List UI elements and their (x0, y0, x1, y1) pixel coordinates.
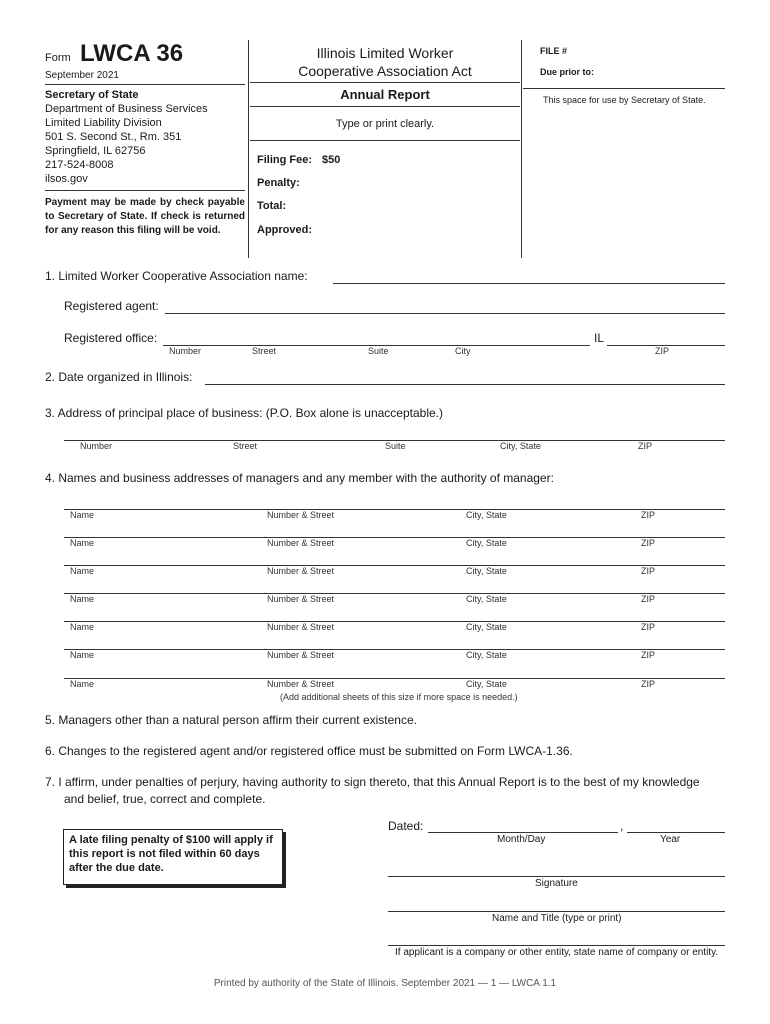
col-label: City, State (466, 679, 507, 689)
month-day-field[interactable] (428, 832, 618, 833)
q1-name-label: 1. Limited Worker Cooperative Association name: (45, 269, 308, 283)
year-field[interactable] (627, 832, 725, 833)
col-label: ZIP (641, 594, 656, 604)
col-label: Number & Street (267, 510, 335, 520)
col-label: Number & Street (267, 594, 335, 604)
office-line: Springfield, IL 62756 (45, 145, 146, 157)
table-row (0, 509, 770, 548)
q7-line2: and belief, true, correct and complete. (64, 792, 266, 806)
office-title: Secretary of State (45, 89, 139, 101)
col-label: ZIP (641, 510, 656, 520)
office-line: Limited Liability Division (45, 117, 162, 129)
col-label: Number & Street (267, 538, 335, 548)
sos-use-note: This space for use by Secretary of State. (543, 95, 706, 105)
sub-label: City (455, 346, 471, 356)
filing-fee-value: $50 (322, 154, 341, 166)
form-word: Form (45, 52, 71, 64)
act-title (250, 44, 520, 80)
late-penalty-notice: A late filing penalty of $100 will apply if this report is not filed within 60 days after the due date. (63, 829, 283, 885)
col-label: Name (70, 679, 95, 689)
state-il: IL (594, 331, 605, 345)
col-label: Name (70, 622, 95, 632)
q4-label: 4. Names and business addresses of managers and any member with the authority of manager: (45, 471, 554, 485)
dated-label: Dated: (388, 819, 424, 833)
company-note: If applicant is a company or other entity, state name of company or entity. (395, 947, 719, 958)
table-row (0, 593, 770, 632)
divider (45, 190, 245, 191)
office-line: ilsos.gov (45, 173, 88, 185)
date-organized-field[interactable] (205, 384, 725, 385)
sub-label: Suite (368, 346, 389, 356)
col-label: Number & Street (267, 650, 335, 660)
q6-label: 6. Changes to the registered agent and/or registered office must be submitted on Form LWCA-1.36. (45, 744, 573, 758)
form-code: LWCA 36 (80, 40, 184, 67)
col-label: City, State (466, 566, 507, 576)
col-label: City, State (466, 538, 507, 548)
month-day-label: Month/Day (497, 834, 546, 845)
penalty-label: Penalty: (257, 177, 300, 189)
col-label: Name (70, 566, 95, 576)
registered-agent-field[interactable] (165, 313, 725, 314)
sub-label: Street (252, 346, 277, 356)
divider (523, 88, 725, 89)
table-row (0, 621, 770, 660)
filing-fee-label: Filing Fee: (257, 154, 312, 166)
col-label: ZIP (641, 650, 656, 660)
table-row (0, 650, 770, 689)
payment-note: Payment may be made by check payable to Secretary of State. If check is returned for any reason this filing will be void. (45, 197, 245, 236)
sub-label: Number (169, 346, 202, 356)
col-label: City, State (466, 510, 507, 520)
date-comma: , (620, 819, 624, 833)
signature-field[interactable] (388, 876, 725, 877)
col-label: ZIP (641, 679, 656, 689)
name-title-label: Name and Title (type or print) (492, 913, 622, 924)
footer: Printed by authority of the State of Illinois. September 2021 — 1 — LWCA 1.1 (213, 978, 557, 989)
total-label: Total: (257, 200, 287, 212)
due-date-label: Due prior to: (540, 67, 594, 77)
col-label: City, State (466, 650, 507, 660)
signature-label: Signature (535, 878, 578, 889)
sub-label: City, State (500, 441, 541, 451)
col-label: Name (70, 538, 95, 548)
col-label: ZIP (641, 538, 656, 548)
q7-line1: 7. I affirm, under penalties of perjury, having authority to sign thereto, that this Annual Report is to the best of my knowledge (45, 775, 700, 789)
q2-label: 2. Date organized in Illinois: (45, 370, 193, 384)
office-line: 501 S. Second St., Rm. 351 (45, 131, 182, 143)
column-divider (248, 40, 249, 258)
col-label: City, State (466, 594, 507, 604)
registered-office-label: Registered office: (64, 331, 158, 345)
col-label: Name (70, 510, 95, 520)
act-title-line: Illinois Limited Worker (316, 45, 454, 61)
q3-label: 3. Address of principal place of business: (P.O. Box alone is unacceptable.) (45, 406, 444, 420)
office-address (45, 102, 208, 186)
office-line: Department of Business Services (45, 103, 208, 115)
col-label: Name (70, 650, 95, 660)
sub-label: Suite (385, 441, 406, 451)
col-label: ZIP (641, 566, 656, 576)
col-label: Number & Street (267, 622, 335, 632)
approved-label: Approved: (257, 224, 312, 236)
type-print-note: Type or print clearly. (335, 118, 435, 130)
coop-name-field[interactable] (333, 283, 725, 284)
table-row (0, 537, 770, 576)
divider (45, 84, 245, 85)
sub-label: Number (80, 441, 113, 451)
sub-label: ZIP (638, 441, 653, 451)
col-label: ZIP (641, 622, 656, 632)
col-label: Name (70, 594, 95, 604)
divider (250, 82, 520, 83)
company-name-field[interactable] (388, 945, 725, 946)
additional-sheets-note: (Add additional sheets of this size if more space is needed.) (280, 692, 518, 702)
divider (250, 106, 520, 107)
name-title-field[interactable] (388, 911, 725, 912)
manager-entry-field[interactable] (64, 678, 725, 679)
table-row (0, 565, 770, 604)
divider (250, 140, 520, 141)
sub-label: Street (233, 441, 258, 451)
form-date: September 2021 (45, 70, 119, 81)
file-number-label: FILE # (540, 46, 568, 56)
column-divider (521, 40, 522, 258)
year-label: Year (660, 834, 681, 845)
act-title-line: Cooperative Association Act (298, 63, 472, 79)
sub-label: ZIP (655, 346, 670, 356)
office-line: 217-524-8008 (45, 159, 114, 171)
q5-label: 5. Managers other than a natural person affirm their current existence. (45, 713, 417, 727)
col-label: Number & Street (267, 679, 335, 689)
report-title: Annual Report (340, 87, 430, 102)
col-label: Number & Street (267, 566, 335, 576)
col-label: City, State (466, 622, 507, 632)
table-row (0, 481, 770, 520)
registered-agent-label: Registered agent: (64, 299, 159, 313)
